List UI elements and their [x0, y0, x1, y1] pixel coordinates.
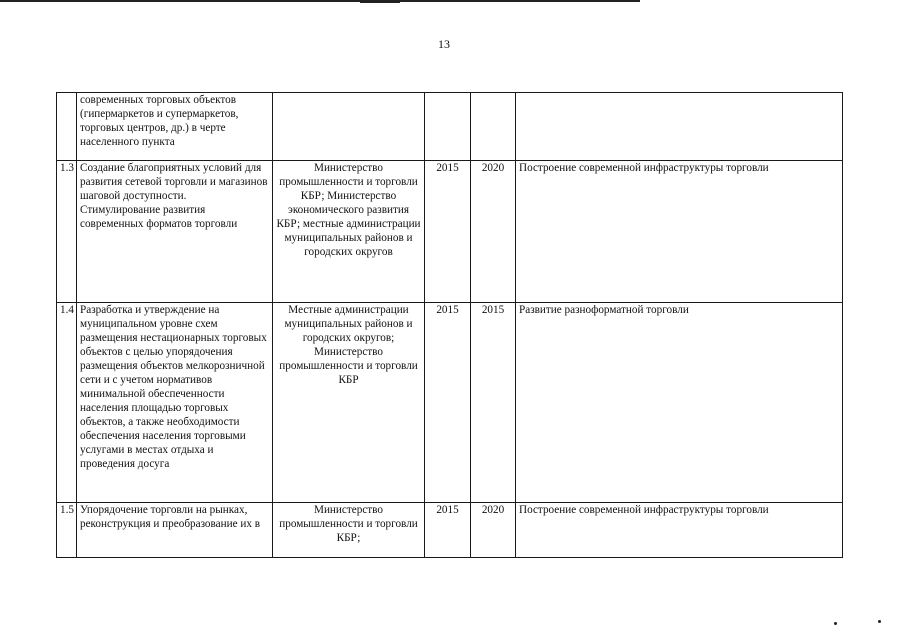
table-row	[57, 161, 843, 303]
responsible-executors: Министерство промышленности и торговли КБР;	[273, 503, 425, 558]
start-year: 2015	[425, 303, 471, 503]
end-year	[471, 93, 516, 161]
scan-top-border	[0, 0, 640, 2]
responsible-executors: Местные администрации муниципальных районов и городских округов; Министерство промышленности и торговли КБР	[273, 303, 425, 503]
scan-speck	[878, 620, 881, 623]
measure-name: Разработка и утверждение на муниципальном уровне схем размещения нестационарных торговых объектов с целью упорядочения размещения объектов мелкорозничной сети и с учетом нормативов минимальной обеспеченности населения площадью торговых объектов, а также необходимости обеспечения населения торговыми услугами в местах отдыха и проведения досуга	[77, 303, 273, 503]
end-year: 2020	[471, 503, 516, 558]
table-row	[57, 303, 843, 503]
page-number: 13	[438, 37, 450, 51]
measures-table	[56, 92, 843, 558]
measure-name: Упорядочение торговли на рынках, реконструкция и преобразование их в	[77, 503, 273, 558]
row-number	[57, 93, 77, 161]
row-number: 1.5	[57, 503, 77, 558]
scan-speck	[834, 622, 837, 625]
start-year: 2015	[425, 503, 471, 558]
row-number: 1.4	[57, 303, 77, 503]
table-row	[57, 503, 843, 558]
measure-name: Создание благоприятных условий для развития сетевой торговли и магазинов шаговой доступности. Стимулирование развития современных форматов торговли	[77, 161, 273, 303]
start-year	[425, 93, 471, 161]
table-row	[57, 93, 843, 161]
responsible-executors: Министерство промышленности и торговли КБР; Министерство экономического развития КБР; местные администрации муниципальных районов и городских округов	[273, 161, 425, 303]
expected-result: Построение современной инфраструктуры торговли	[516, 161, 843, 303]
end-year: 2020	[471, 161, 516, 303]
responsible-executors	[273, 93, 425, 161]
expected-result	[516, 93, 843, 161]
row-number: 1.3	[57, 161, 77, 303]
measure-name: современных торговых объектов (гипермаркетов и супермаркетов, торговых центров, др.) в черте населенного пункта	[77, 93, 273, 161]
end-year: 2015	[471, 303, 516, 503]
start-year: 2015	[425, 161, 471, 303]
expected-result: Построение современной инфраструктуры торговли	[516, 503, 843, 558]
scan-top-mark	[360, 0, 400, 3]
expected-result: Развитие разноформатной торговли	[516, 303, 843, 503]
